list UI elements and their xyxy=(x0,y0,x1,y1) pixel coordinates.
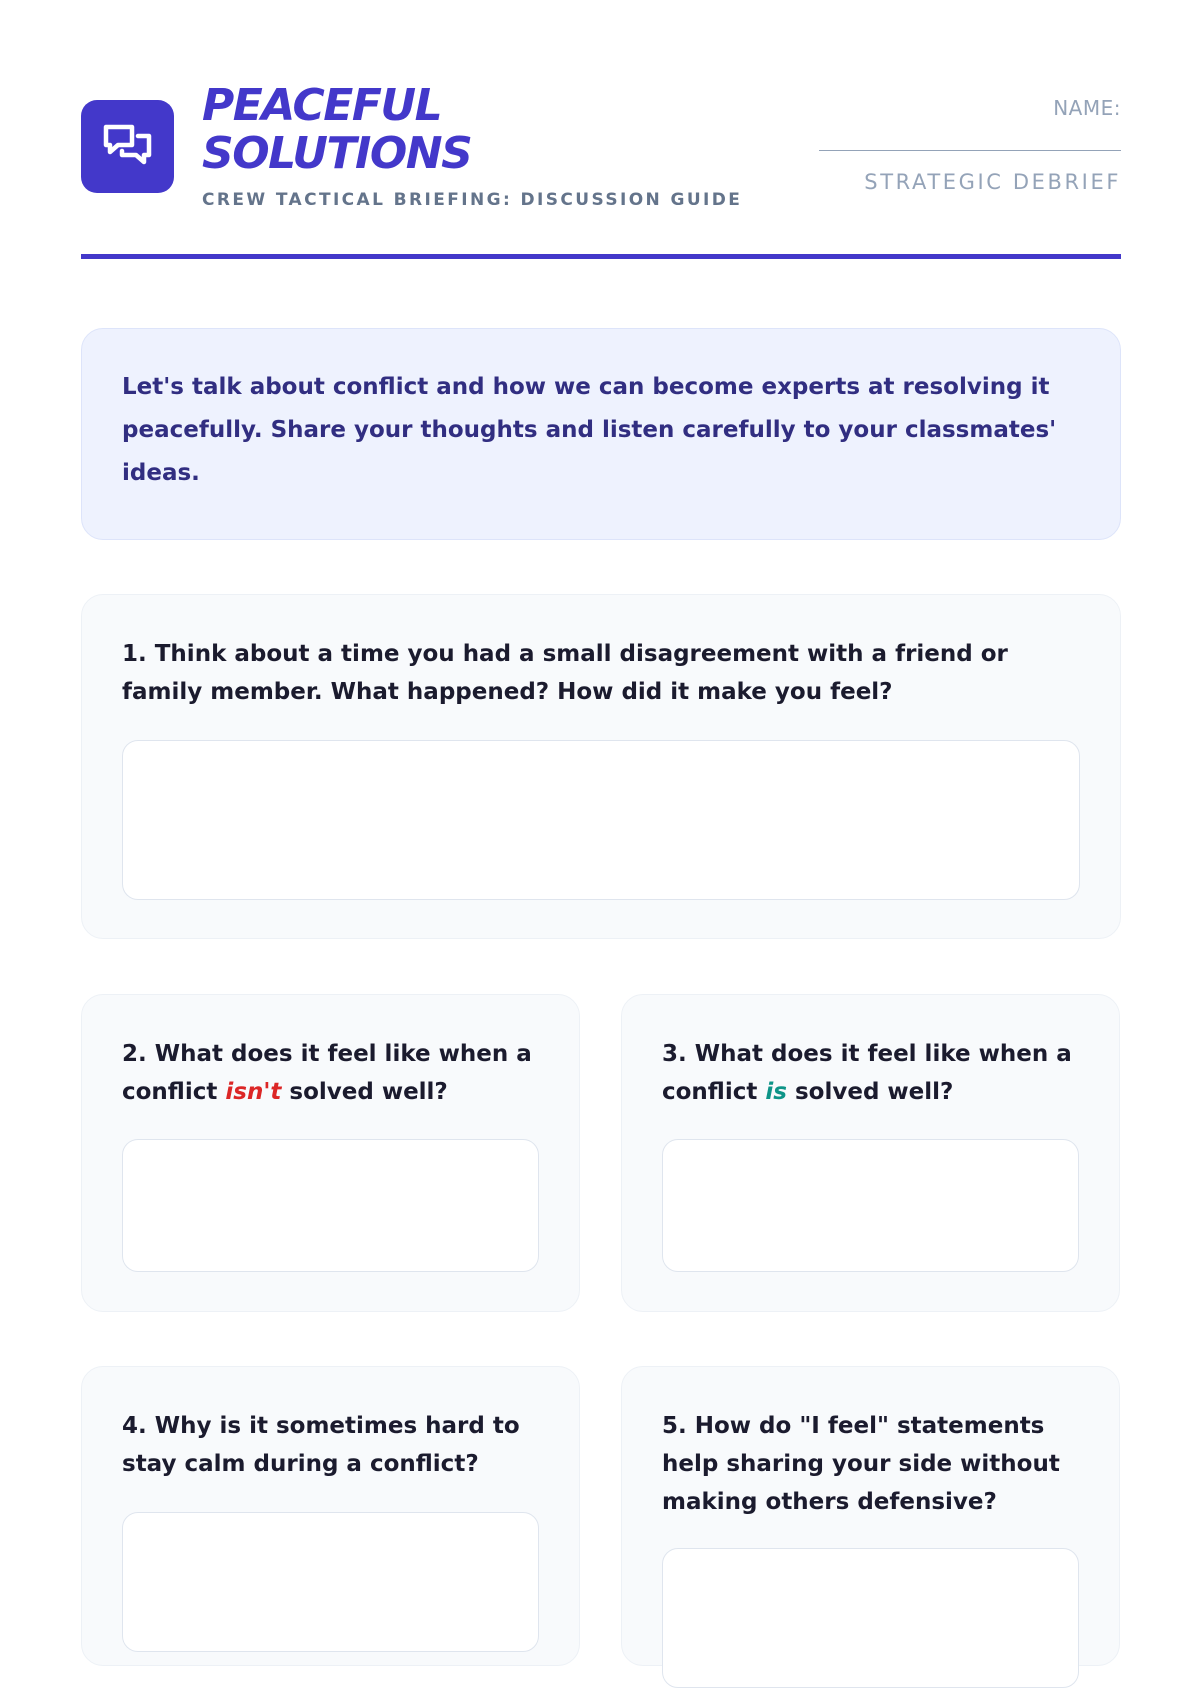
question-text-2-after: solved well? xyxy=(281,1079,448,1105)
question-card-5 xyxy=(621,1366,1120,1666)
chat-bubbles-icon xyxy=(102,121,154,173)
brand-title xyxy=(202,82,471,178)
question-card-4 xyxy=(81,1366,580,1666)
question-text-2-before: 2. What does it feel like when a conflict xyxy=(122,1041,532,1105)
brand-title-line1: PEACEFUL xyxy=(202,80,442,131)
question-text-5: 5. How do "I feel" statements help sharing your side without making others defensive? xyxy=(662,1413,1060,1515)
answer-box-4[interactable] xyxy=(122,1512,539,1652)
debrief-label: STRATEGIC DEBRIEF xyxy=(864,170,1121,194)
header-divider xyxy=(81,254,1121,259)
worksheet-header xyxy=(81,80,1121,260)
name-line[interactable] xyxy=(819,150,1121,151)
logo xyxy=(81,100,174,193)
question-emphasis-negative: isn't xyxy=(225,1079,282,1105)
answer-box-2[interactable] xyxy=(122,1139,539,1272)
question-card-2 xyxy=(81,994,580,1312)
question-text-3 xyxy=(662,1035,1089,1111)
answer-box-5[interactable] xyxy=(662,1548,1079,1688)
question-card-1 xyxy=(81,594,1121,939)
brand-title-line2: SOLUTIONS xyxy=(202,128,472,179)
question-text-4: 4. Why is it sometimes hard to stay calm during a conflict? xyxy=(122,1413,520,1477)
answer-box-3[interactable] xyxy=(662,1139,1079,1272)
question-card-3 xyxy=(621,994,1120,1312)
question-emphasis-positive: is xyxy=(765,1079,787,1105)
name-label: NAME: xyxy=(1053,96,1121,120)
question-text-3-before: 3. What does it feel like when a conflict xyxy=(662,1041,1072,1105)
intro-text: Let's talk about conflict and how we can become experts at resolving it peacefully. Share your thoughts and listen carefully to your classmates' ideas. xyxy=(122,374,1057,486)
answer-box-1[interactable] xyxy=(122,740,1080,900)
question-text-3-after: solved well? xyxy=(786,1079,954,1105)
brand-subtitle: CREW TACTICAL BRIEFING: DISCUSSION GUIDE xyxy=(202,190,743,210)
question-text-1: 1. Think about a time you had a small disagreement with a friend or family member. What happened? How did it make you feel? xyxy=(122,641,1008,705)
question-text-2 xyxy=(122,1035,549,1111)
intro-panel xyxy=(81,328,1121,540)
